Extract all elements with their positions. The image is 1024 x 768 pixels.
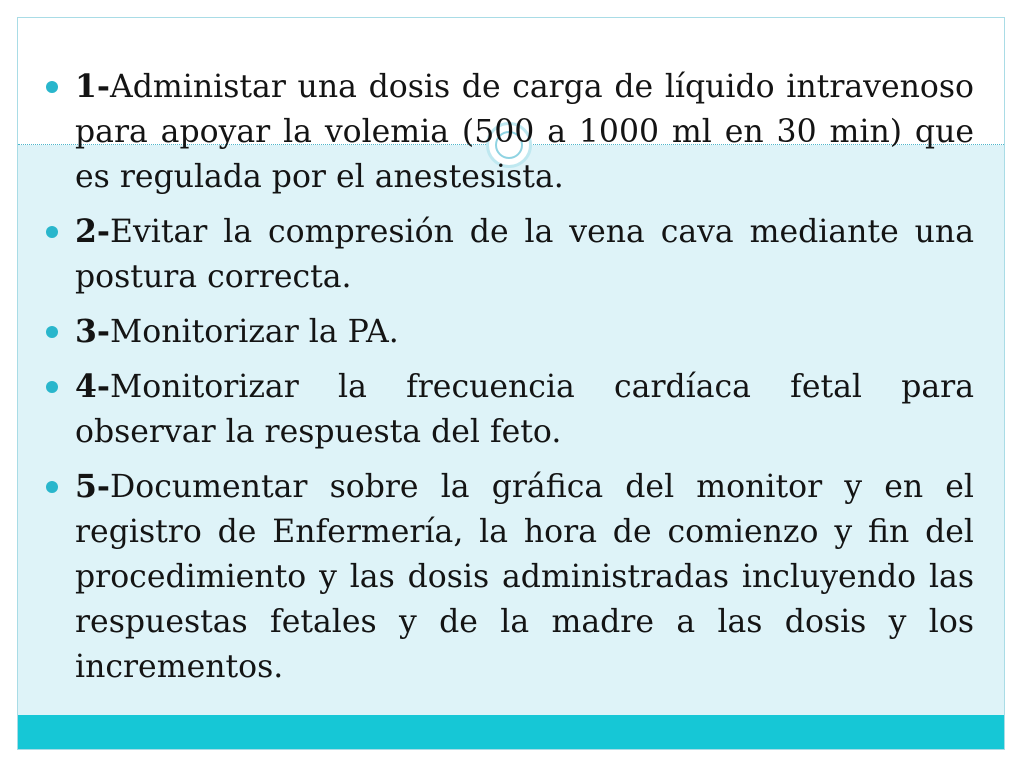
item-number: 4- [75,368,110,405]
item-number: 2- [75,213,110,250]
bullet-icon [46,81,58,93]
item-text: Monitorizar la PA. [110,314,399,350]
bullet-icon [46,226,58,238]
bullet-list [46,64,974,690]
footer-band [18,715,1004,749]
list-item [46,64,974,200]
item-text: Administar una dosis de carga de líquido intravenoso para apoyar la volemia (500 a 1000 ml en 30 min) que es regulada por el anestesista. [75,69,974,195]
slide-body [46,64,974,699]
item-number: 5- [75,468,110,505]
item-text: Evitar la compresión de la vena cava mediante una postura correcta. [75,214,974,295]
item-number: 1- [75,68,110,105]
item-number: 3- [75,313,110,350]
bullet-icon [46,326,58,338]
list-item [46,309,974,355]
item-text: Monitorizar la frecuencia cardíaca fetal para observar la respuesta del feto. [75,369,974,450]
list-item [46,209,974,300]
list-item [46,364,974,455]
bullet-icon [46,481,58,493]
item-text: Documentar sobre la gráfica del monitor y en el registro de Enfermería, la hora de comienzo y fin del procedimiento y las dosis administradas incluyendo las respuestas fetales y de la madre a las dosis y los incrementos. [75,469,974,685]
list-item [46,464,974,690]
bullet-icon [46,381,58,393]
